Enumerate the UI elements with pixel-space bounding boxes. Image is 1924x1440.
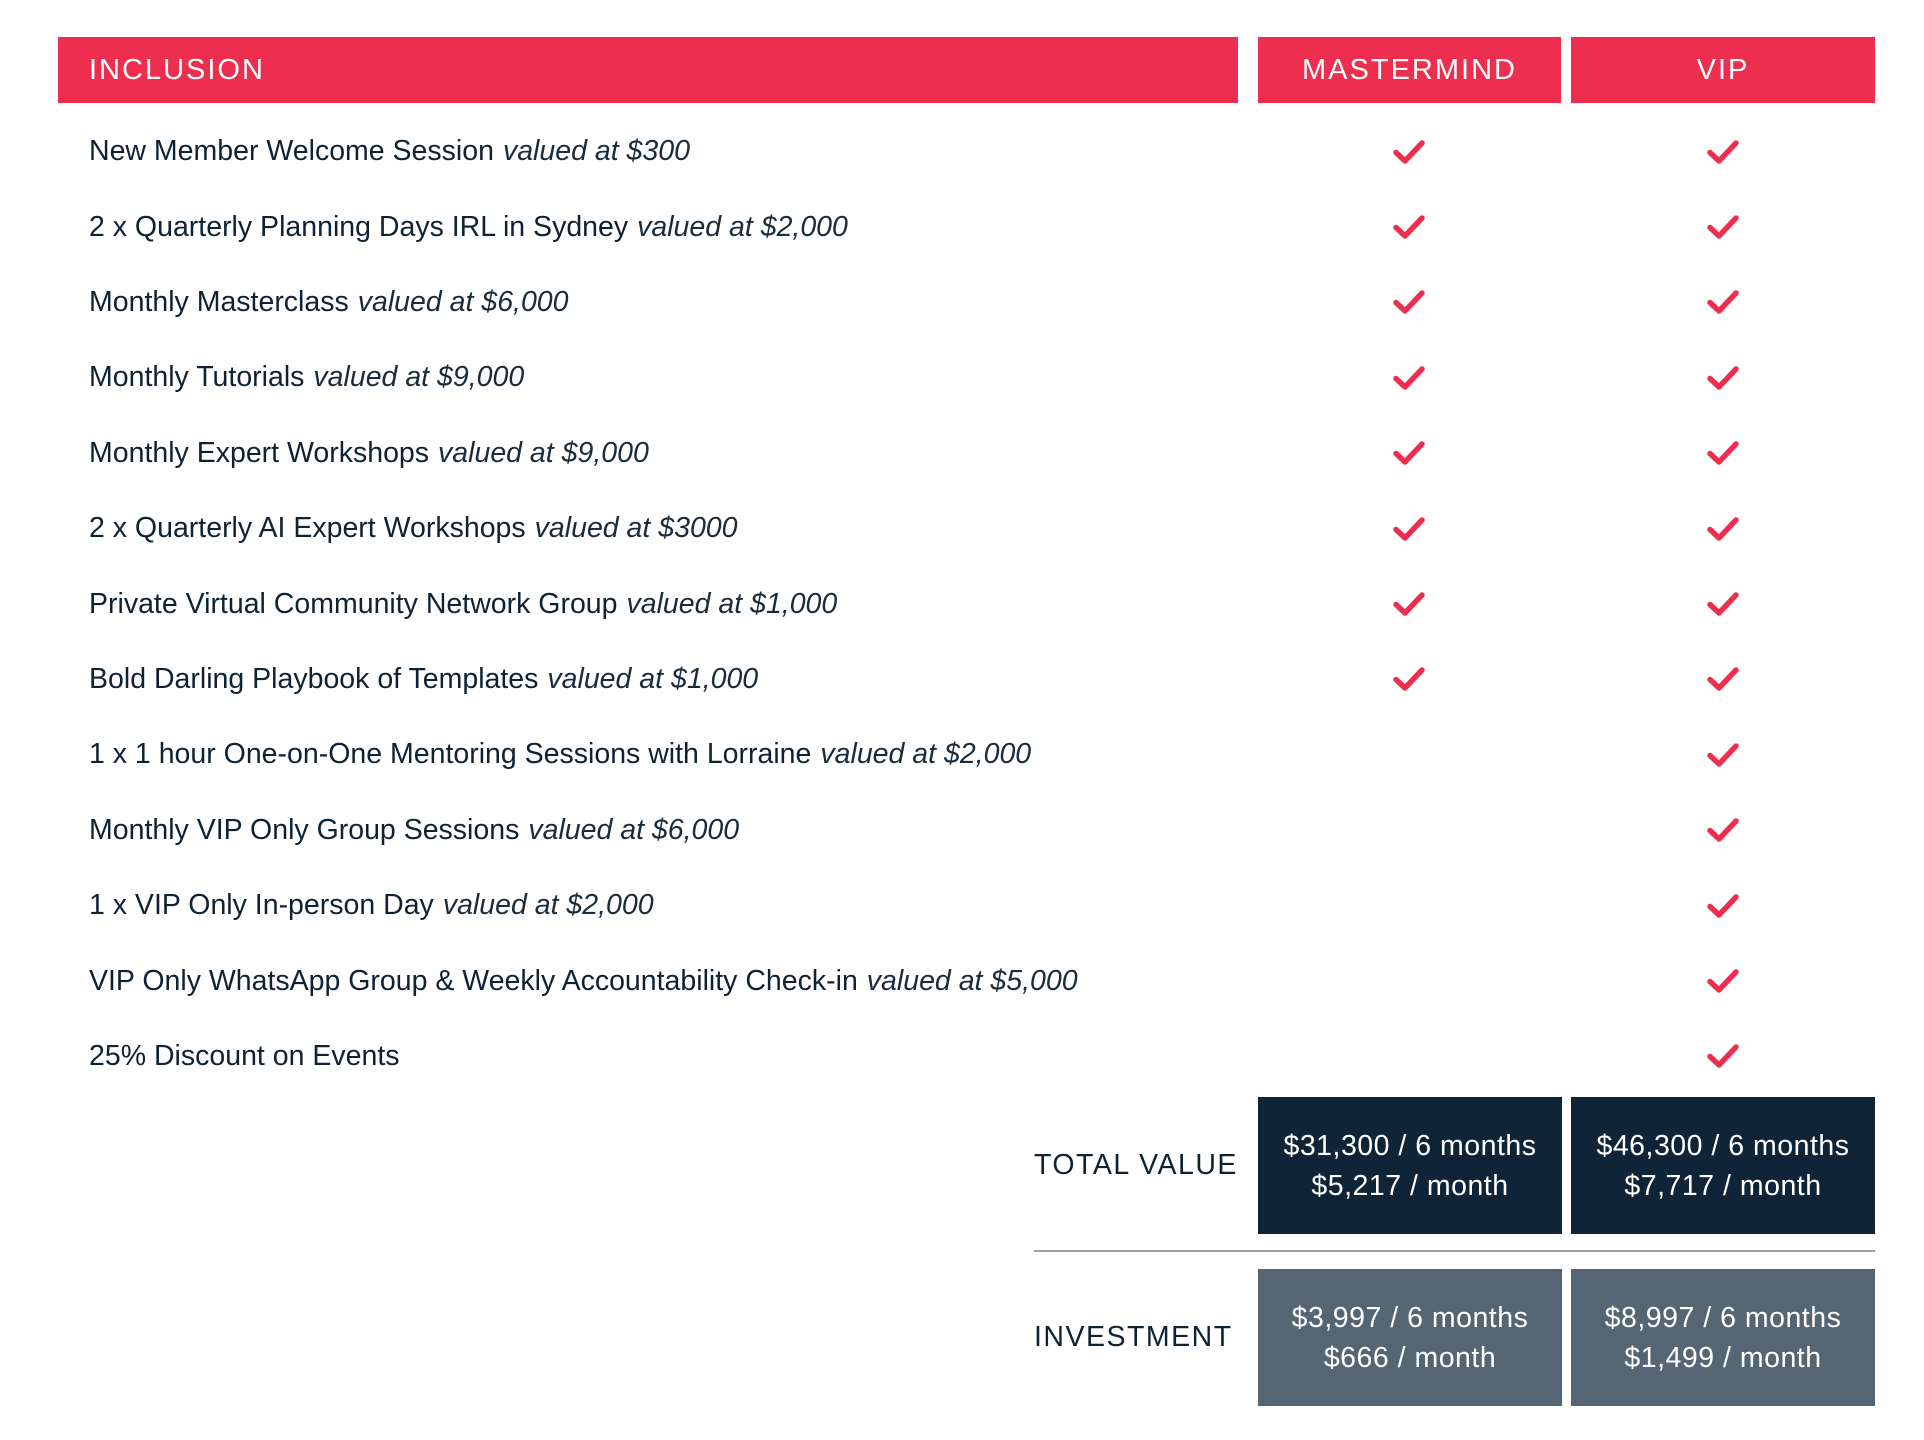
summary-divider xyxy=(1034,1250,1875,1252)
vip-check-icon xyxy=(1707,591,1739,617)
mastermind-check-icon xyxy=(1393,289,1425,315)
vip-check-icon xyxy=(1707,139,1739,165)
vip-total-value-box xyxy=(1571,1097,1875,1234)
vip-check-icon xyxy=(1707,742,1739,768)
vip-check-icon xyxy=(1707,893,1739,919)
vip-check-icon xyxy=(1707,365,1739,391)
mastermind-check-icon xyxy=(1393,139,1425,165)
vip-total-monthly: $7,717 / month xyxy=(1624,1169,1822,1202)
investment-label xyxy=(1034,1269,1233,1406)
vip-check-icon xyxy=(1707,516,1739,542)
mastermind-check-icon xyxy=(1393,214,1425,240)
vip-investment-monthly: $1,499 / month xyxy=(1624,1341,1822,1374)
inclusion-row xyxy=(0,943,1924,1018)
vip-total-six-months: $46,300 / 6 months xyxy=(1596,1129,1850,1162)
vip-investment-six-months: $8,997 / 6 months xyxy=(1604,1301,1842,1334)
mastermind-column-header xyxy=(1258,37,1561,103)
vip-column-header xyxy=(1571,37,1875,103)
inclusion-name: VIP Only WhatsApp Group & Weekly Accountability Check-in xyxy=(89,964,858,997)
inclusion-row xyxy=(0,717,1924,792)
inclusion-column-header xyxy=(58,37,1238,103)
mastermind-total-six-months: $31,300 / 6 months xyxy=(1283,1129,1537,1162)
inclusion-row xyxy=(0,265,1924,340)
inclusion-name: 2 x Quarterly Planning Days IRL in Sydney xyxy=(89,210,629,243)
inclusion-value: valued at $6,000 xyxy=(357,285,569,318)
total-value-label-text: TOTAL VALUE xyxy=(1034,1149,1238,1181)
mastermind-investment-box xyxy=(1258,1269,1562,1406)
inclusion-label xyxy=(89,868,654,943)
inclusion-row xyxy=(0,340,1924,415)
inclusion-value: valued at $3000 xyxy=(534,512,738,545)
inclusion-label xyxy=(89,340,524,415)
total-value-label xyxy=(1034,1097,1238,1234)
inclusion-label xyxy=(89,491,738,566)
inclusion-label xyxy=(89,1019,400,1094)
inclusion-label xyxy=(89,793,739,868)
inclusion-value: valued at $9,000 xyxy=(313,361,525,394)
inclusion-name: Monthly Tutorials xyxy=(89,361,305,394)
inclusion-label xyxy=(89,114,690,189)
mastermind-header-label: MASTERMIND xyxy=(1302,53,1517,86)
inclusion-row xyxy=(0,416,1924,491)
inclusion-label xyxy=(89,189,848,264)
inclusion-value: valued at $2,000 xyxy=(442,889,654,922)
inclusion-label xyxy=(89,566,837,641)
inclusion-row xyxy=(0,868,1924,943)
inclusion-name: Bold Darling Playbook of Templates xyxy=(89,662,539,695)
inclusion-header-label: INCLUSION xyxy=(89,53,265,86)
inclusion-name: Monthly Masterclass xyxy=(89,285,349,318)
vip-check-icon xyxy=(1707,817,1739,843)
mastermind-total-monthly: $5,217 / month xyxy=(1311,1169,1509,1202)
inclusion-value: valued at $300 xyxy=(502,135,690,168)
inclusion-label xyxy=(89,717,1031,792)
mastermind-check-icon xyxy=(1393,440,1425,466)
mastermind-total-value-box xyxy=(1258,1097,1562,1234)
inclusion-value: valued at $5,000 xyxy=(866,964,1078,997)
vip-check-icon xyxy=(1707,214,1739,240)
inclusion-row xyxy=(0,566,1924,641)
vip-header-label: VIP xyxy=(1696,53,1750,86)
vip-check-icon xyxy=(1707,289,1739,315)
inclusion-value: valued at $6,000 xyxy=(528,813,740,846)
mastermind-check-icon xyxy=(1393,666,1425,692)
inclusion-row xyxy=(0,1019,1924,1094)
inclusion-label xyxy=(89,943,1078,1018)
inclusion-row xyxy=(0,491,1924,566)
inclusion-row xyxy=(0,642,1924,717)
inclusion-label xyxy=(89,265,569,340)
inclusion-name: 2 x Quarterly AI Expert Workshops xyxy=(89,512,526,545)
inclusion-value: valued at $2,000 xyxy=(820,738,1032,771)
inclusion-name: Private Virtual Community Network Group xyxy=(89,587,618,620)
inclusion-value: valued at $1,000 xyxy=(547,662,759,695)
inclusion-name: 25% Discount on Events xyxy=(89,1039,400,1072)
inclusion-label xyxy=(89,642,758,717)
mastermind-investment-six-months: $3,997 / 6 months xyxy=(1291,1301,1529,1334)
inclusion-value: valued at $1,000 xyxy=(626,587,838,620)
inclusion-name: Monthly VIP Only Group Sessions xyxy=(89,813,520,846)
inclusion-name: Monthly Expert Workshops xyxy=(89,436,430,469)
mastermind-check-icon xyxy=(1393,365,1425,391)
inclusion-label xyxy=(89,416,649,491)
inclusion-value: valued at $9,000 xyxy=(438,436,649,469)
inclusion-name: 1 x VIP Only In-person Day xyxy=(89,889,434,922)
inclusion-row xyxy=(0,114,1924,189)
investment-label-text: INVESTMENT xyxy=(1034,1321,1233,1353)
inclusion-name: New Member Welcome Session xyxy=(89,135,494,168)
inclusion-row xyxy=(0,189,1924,264)
inclusion-value: valued at $2,000 xyxy=(637,210,848,243)
vip-check-icon xyxy=(1707,1043,1739,1069)
vip-check-icon xyxy=(1707,666,1739,692)
mastermind-check-icon xyxy=(1393,591,1425,617)
vip-investment-box xyxy=(1571,1269,1875,1406)
inclusion-row xyxy=(0,793,1924,868)
vip-check-icon xyxy=(1707,968,1739,994)
mastermind-investment-monthly: $666 / month xyxy=(1323,1341,1497,1374)
inclusion-name: 1 x 1 hour One-on-One Mentoring Sessions with Lorraine xyxy=(89,738,812,771)
vip-check-icon xyxy=(1707,440,1739,466)
mastermind-check-icon xyxy=(1393,516,1425,542)
